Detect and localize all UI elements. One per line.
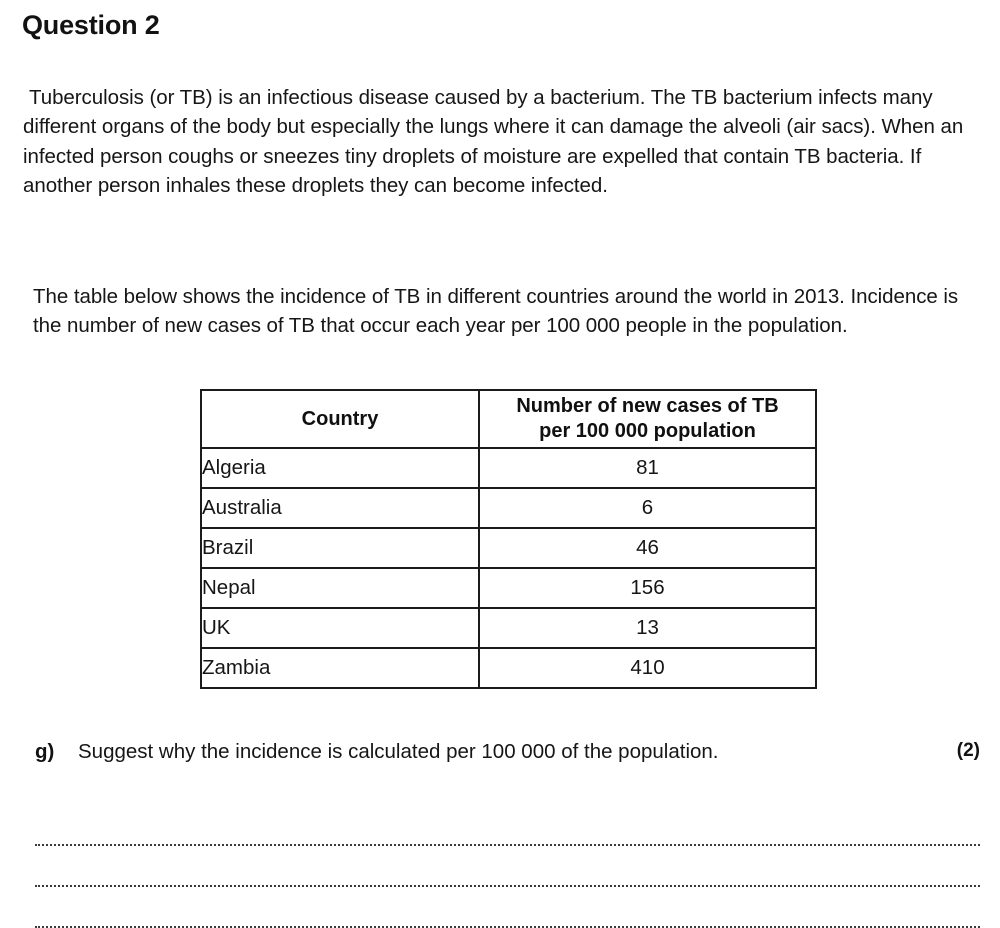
subquestion-marks: (2): [956, 740, 980, 761]
cell-country: Brazil: [201, 528, 479, 568]
cell-value: 13: [479, 608, 816, 648]
cell-country: Algeria: [201, 448, 479, 488]
tb-incidence-table: [200, 389, 815, 689]
cell-country: UK: [201, 608, 479, 648]
column-header-cases: [479, 390, 816, 448]
cell-country: Nepal: [201, 568, 479, 608]
answer-line[interactable]: [35, 887, 980, 928]
answer-lines[interactable]: [35, 805, 980, 928]
column-header-country-label: Country: [301, 407, 379, 430]
intro-paragraph: Tuberculosis (or TB) is an infectious disease caused by a bacterium. The TB bacterium infects many different organs of the body but especially the lungs where it can damage the alveoli (air sacs). When an infected person coughs or sneezes tiny droplets of moisture are expelled that contain TB bacteria. If another person inhales these droplets they can become infected.: [23, 85, 964, 197]
cell-value: 81: [479, 448, 816, 488]
table-row: [201, 528, 816, 568]
cell-value: 410: [479, 648, 816, 688]
cell-value: 46: [479, 528, 816, 568]
table-row: [201, 568, 816, 608]
cell-value: 6: [479, 488, 816, 528]
subquestion-g: [35, 740, 980, 764]
subquestion-label: g): [35, 740, 55, 763]
answer-line[interactable]: [35, 846, 980, 887]
table-row: [201, 488, 816, 528]
column-header-cases-line1: Number of new cases of TB: [516, 395, 779, 417]
page-title: Question 2: [22, 10, 160, 40]
table-row: [201, 448, 816, 488]
cell-country: Zambia: [201, 648, 479, 688]
table-row: [201, 608, 816, 648]
subquestion-text: Suggest why the incidence is calculated per 100 000 of the population.: [78, 740, 719, 763]
table-header-row: [201, 390, 816, 448]
cell-value: 156: [479, 568, 816, 608]
cell-country: Australia: [201, 488, 479, 528]
table-note-paragraph: The table below shows the incidence of TB in different countries around the world in 2013. Incidence is the number of new cases of TB that occur each year per 100 000 people in the population.: [33, 284, 959, 337]
column-header-cases-line2: per 100 000 population: [539, 420, 756, 442]
answer-line[interactable]: [35, 805, 980, 846]
table-row: [201, 648, 816, 688]
column-header-country: [201, 390, 479, 448]
